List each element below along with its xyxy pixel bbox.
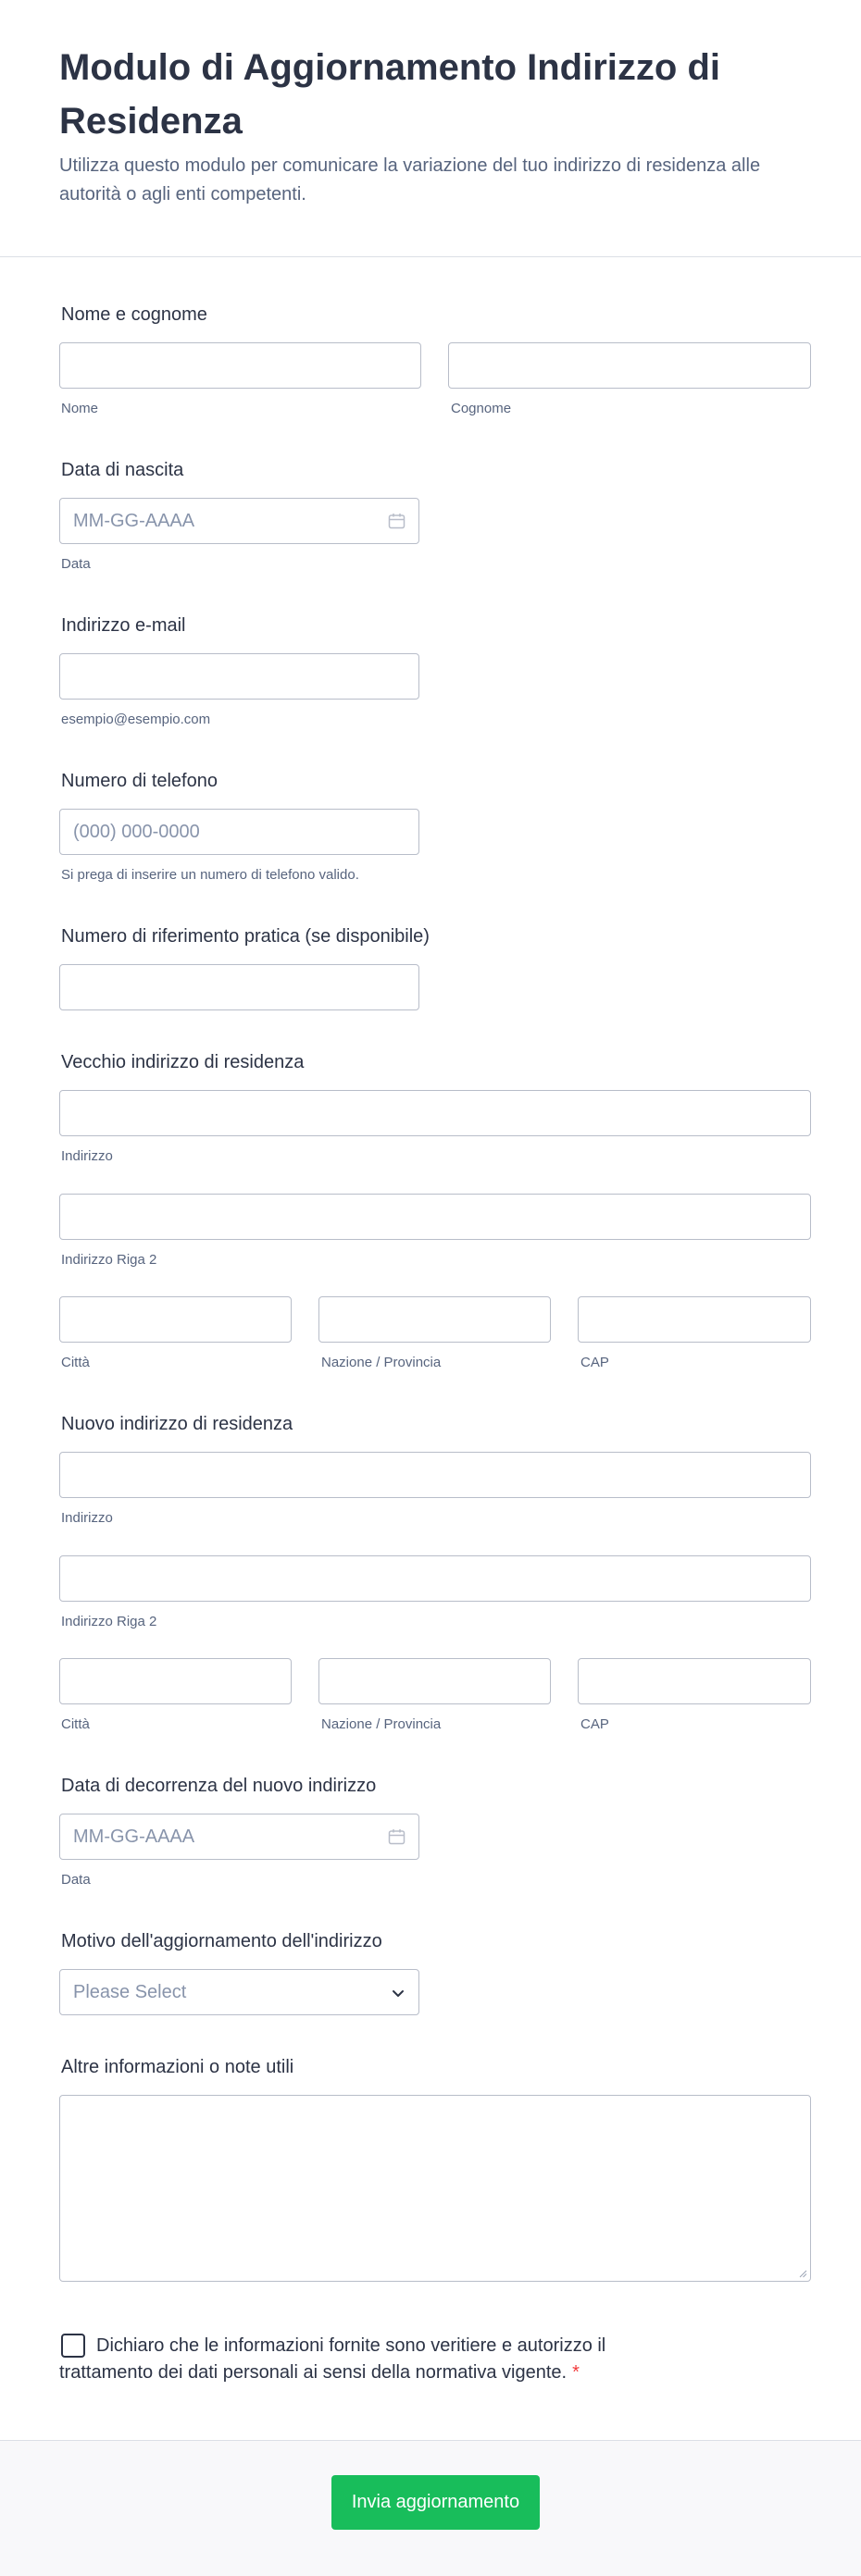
footer-divider — [0, 2440, 861, 2441]
new-zip-sublabel: CAP — [580, 1716, 609, 1732]
old-address-label: Vecchio indirizzo di residenza — [61, 1052, 305, 1072]
required-mark: * — [572, 2362, 580, 2383]
new-province-input[interactable] — [318, 1658, 551, 1704]
old-address-line2-sublabel: Indirizzo Riga 2 — [61, 1252, 157, 1268]
reference-input[interactable] — [59, 964, 419, 1010]
old-zip-sublabel: CAP — [580, 1355, 609, 1370]
name-label: Nome e cognome — [61, 304, 207, 325]
page-title: Modulo di Aggiornamento Indirizzo di Residenza — [59, 47, 720, 142]
consent-text: Dichiaro che le informazioni fornite sono veritiere e autorizzo il trattamento dei dati personali ai sensi della normativa vigente. — [59, 2335, 606, 2383]
new-address-line1-sublabel: Indirizzo — [61, 1510, 113, 1526]
new-zip-input[interactable] — [578, 1658, 811, 1704]
calendar-icon[interactable] — [388, 1828, 406, 1845]
birth-date-placeholder: MM-GG-AAAA — [73, 510, 195, 531]
notes-textarea[interactable] — [59, 2095, 811, 2282]
phone-input[interactable] — [59, 809, 419, 855]
phone-sublabel: Si prega di inserire un numero di telefono valido. — [61, 867, 359, 883]
effective-date-sublabel: Data — [61, 1872, 91, 1888]
new-province-sublabel: Nazione / Provincia — [321, 1716, 442, 1732]
old-province-sublabel: Nazione / Provincia — [321, 1355, 442, 1370]
email-sublabel: esempio@esempio.com — [61, 712, 211, 727]
old-province-input[interactable] — [318, 1296, 551, 1343]
chevron-down-icon — [389, 1984, 407, 2002]
old-address-line1-sublabel: Indirizzo — [61, 1148, 113, 1164]
first-name-sublabel: Nome — [61, 401, 99, 416]
form-header — [59, 41, 800, 209]
new-address-line2-input[interactable] — [59, 1555, 811, 1602]
old-city-sublabel: Città — [61, 1355, 90, 1370]
notes-label: Altre informazioni o note utili — [61, 2057, 294, 2077]
phone-label: Numero di telefono — [61, 771, 218, 791]
header-divider — [0, 256, 861, 257]
last-name-input[interactable] — [448, 342, 811, 389]
effective-date-placeholder: MM-GG-AAAA — [73, 1826, 195, 1847]
phone-placeholder: (000) 000-0000 — [73, 821, 200, 842]
old-city-input[interactable] — [59, 1296, 292, 1343]
new-address-label: Nuovo indirizzo di residenza — [61, 1414, 293, 1434]
reference-label: Numero di riferimento pratica (se disponibile) — [61, 926, 430, 947]
old-zip-input[interactable] — [578, 1296, 811, 1343]
new-address-line2-sublabel: Indirizzo Riga 2 — [61, 1614, 157, 1629]
first-name-input[interactable] — [59, 342, 421, 389]
new-city-sublabel: Città — [61, 1716, 90, 1732]
resize-handle-icon[interactable] — [798, 2269, 807, 2278]
submit-button[interactable]: Invia aggiornamento — [331, 2475, 540, 2530]
birth-date-sublabel: Data — [61, 556, 91, 572]
effective-date-label: Data di decorrenza del nuovo indirizzo — [61, 1776, 377, 1796]
reason-select[interactable] — [59, 1969, 419, 2015]
old-address-line2-input[interactable] — [59, 1194, 811, 1240]
consent-label — [59, 2333, 689, 2386]
page-subtitle: Utilizza questo modulo per comunicare la variazione del tuo indirizzo di residenza alle autorità o agli enti competenti. — [59, 155, 761, 204]
old-address-line1-input[interactable] — [59, 1090, 811, 1136]
calendar-icon[interactable] — [388, 513, 406, 529]
birth-date-label: Data di nascita — [61, 460, 184, 480]
new-address-line1-input[interactable] — [59, 1452, 811, 1498]
birth-date-input[interactable] — [59, 498, 419, 544]
email-label: Indirizzo e-mail — [61, 615, 186, 636]
new-city-input[interactable] — [59, 1658, 292, 1704]
email-input[interactable] — [59, 653, 419, 700]
effective-date-input[interactable] — [59, 1814, 419, 1860]
last-name-sublabel: Cognome — [451, 401, 512, 416]
reason-label: Motivo dell'aggiornamento dell'indirizzo — [61, 1931, 382, 1951]
reason-selected-value: Please Select — [73, 1981, 187, 2002]
